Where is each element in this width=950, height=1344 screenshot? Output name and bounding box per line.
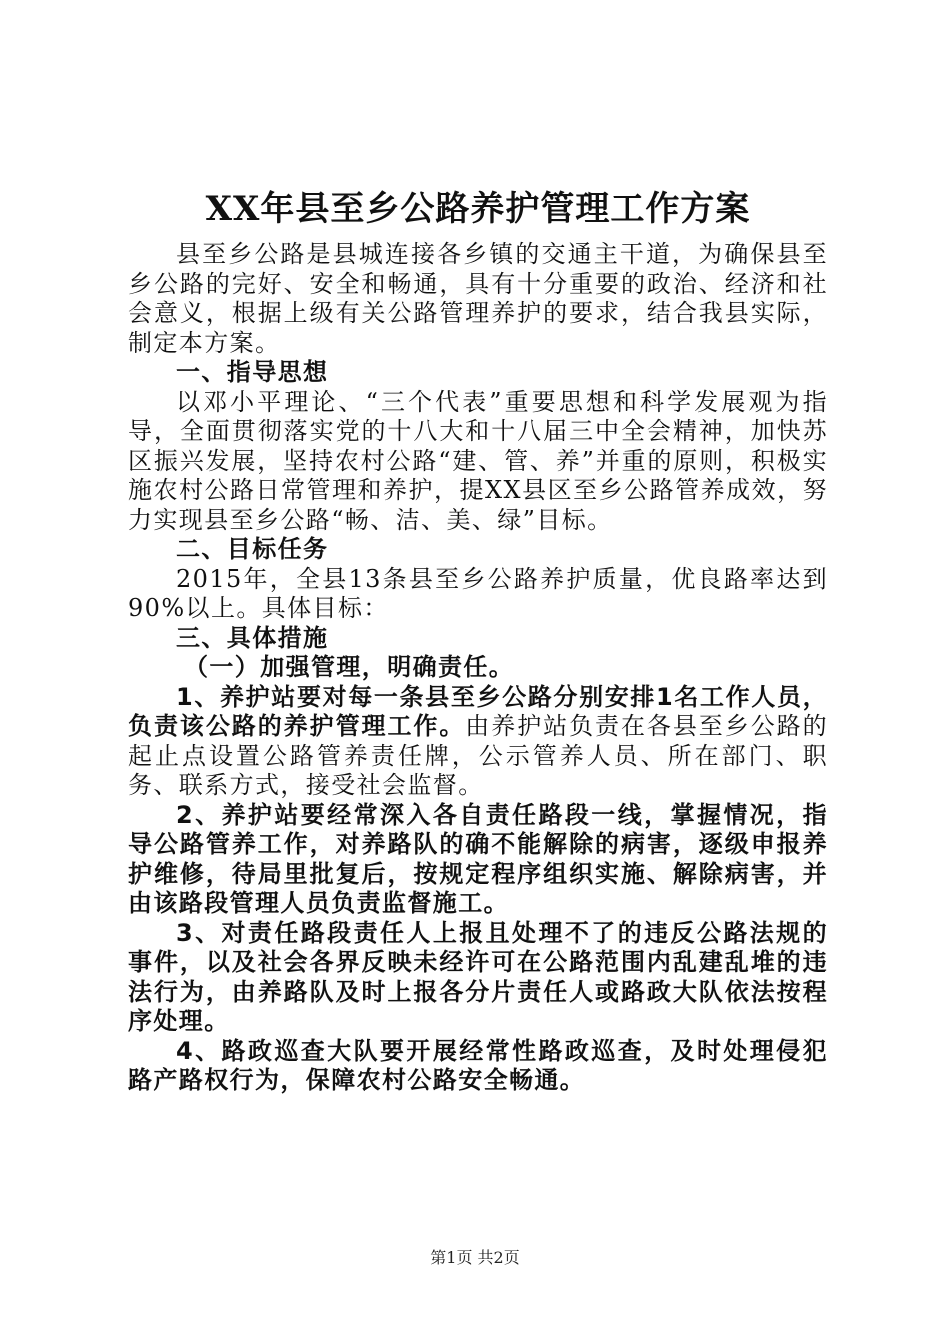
measure-item-2: 2、养护站要经常深入各自责任路段一线，掌握情况，指导公路管养工作，对养路队的确不能解除的病害，逐级申报养护维修，待局里批复后，按规定程序组织实施、解除病害，并由该路段管理人员负责监督施工。 [128,800,828,917]
section-heading-guiding-ideology: 一、指导思想 [176,358,329,386]
subsection-heading-management: （一）加强管理，明确责任。 [184,653,515,681]
section-body-objectives: 2015年，全县13条县至乡公路养护质量，优良路率达到90%以上。具体目标： [128,564,828,622]
section-body-guiding-ideology: 以邓小平理论、“三个代表”重要思想和科学发展观为指导，全面贯彻落实党的十八大和十八届三中全会精神，加快苏区振兴发展，坚持农村公路“建、管、养”并重的原则，积极实施农村公路日常管理和养护，提XX县区至乡公路管养成效，努力实现县至乡公路“畅、洁、美、绿”目标。 [128,387,828,534]
measure-item-1-bold: 1、养护站要对每一条县至乡公路分别安排1名工作人员，负责该公路的养护管理工作。 [128,682,828,740]
measure-item-1-rest: 由养护站负责在各县至乡公路的起止点设置公路管养责任牌，公示管养人员、所在部门、职务、联系方式，接受社会监督。 [128,712,828,799]
page-footer: 第1页 共2页 [430,1248,520,1267]
intro-paragraph: 县至乡公路是县城连接各乡镇的交通主干道，为确保县至乡公路的完好、安全和畅通，具有十分重要的政治、经济和社会意义，根据上级有关公路管理养护的要求，结合我县实际，制定本方案。 [128,240,828,357]
section-heading-objectives: 二、目标任务 [176,535,329,563]
measure-item-1 [128,683,828,801]
document-body [128,186,828,1096]
document-title: XX年县至乡公路养护管理工作方案 [205,189,751,229]
section-heading-measures: 三、具体措施 [176,623,329,652]
measure-item-3: 3、对责任路段责任人上报且处理不了的违反公路法规的事件，以及社会各界反映未经许可在公路范围内乱建乱堆的违法行为，由养路队及时上报各分片责任人或路政大队依法按程序处理。 [128,918,828,1035]
measure-item-4: 4、路政巡查大队要开展经常性路政巡查，及时处理侵犯路产路权行为，保障农村公路安全畅通。 [128,1036,828,1094]
